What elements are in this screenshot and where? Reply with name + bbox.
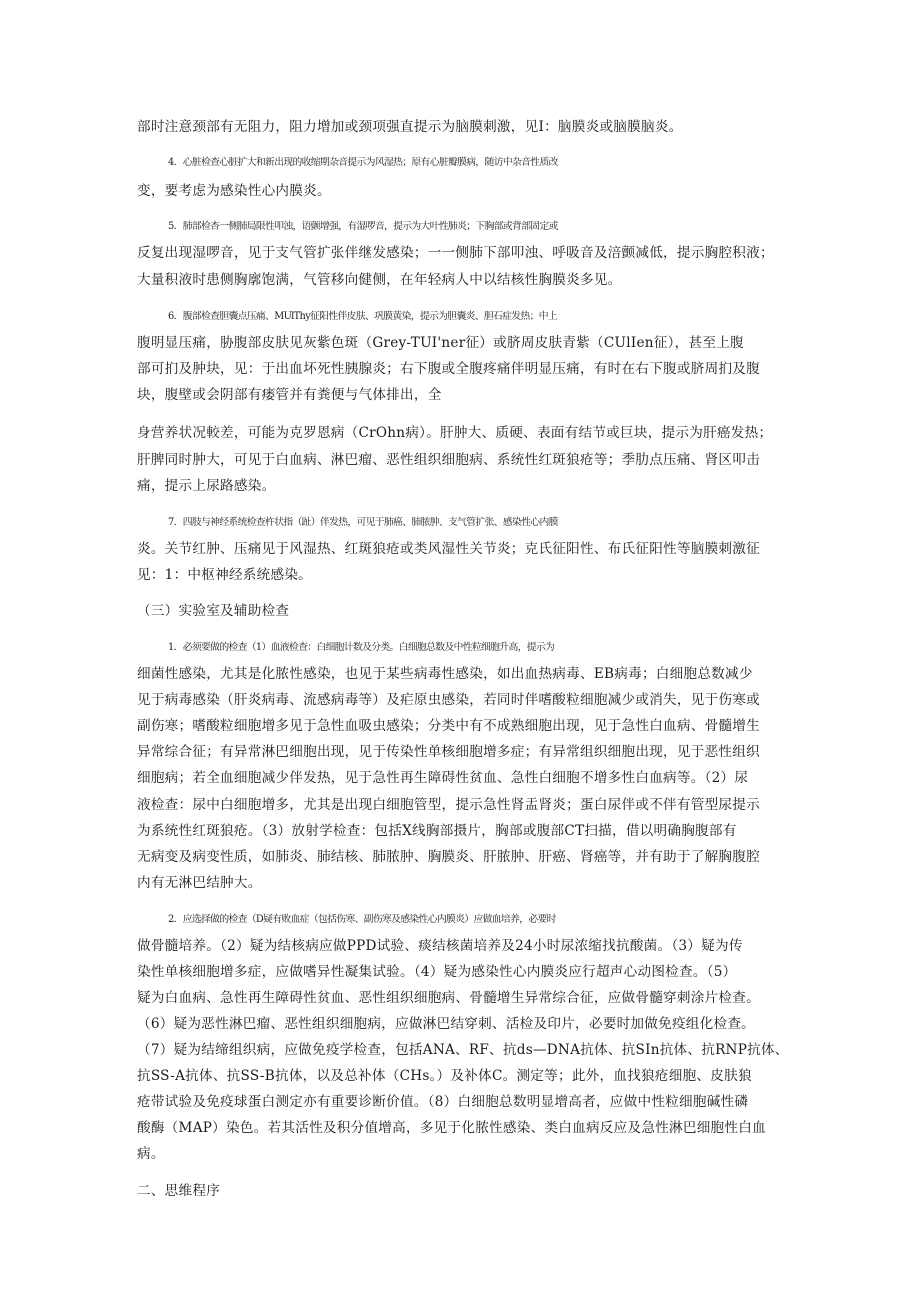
paragraph-line: 肝脾同时肿大，可见于白血病、淋巴瘤、恶性组织细胞病、系统性红斑狼疮等；季肋点压痛、肾区叩击 <box>137 452 760 468</box>
paragraph-line: 痛，提示上尿路感染。 <box>137 478 276 494</box>
paragraph-line: 抗SS-A抗体、抗SS-B抗体，以及总补体（CHs。）及补体C。测定等；此外，血找狼疮细胞、皮肤狼 <box>137 1068 752 1084</box>
paragraph-line: 变，要考虑为感染性心内膜炎。 <box>137 183 331 199</box>
paragraph-line: 大量积液时患侧胸廓饱满，气管移向健侧，在年轻病人中以结核性胸膜炎多见。 <box>137 272 622 288</box>
paragraph-line: 4．心脏检查心脏扩大和新出现的收缩期杂音提示为风湿热；原有心脏瓣膜病，随访中杂音性质改 <box>168 157 558 168</box>
paragraph-line: 液检查：尿中白细胞增多，尤其是出现白细胞管型，提示急性肾盂肾炎；蛋白尿伴或不伴有管型尿提示 <box>137 797 760 813</box>
paragraph-line: 炎。关节红肿、压痛见于风湿热、红斑狼疮或类风湿性关节炎；克氏征阳性、布氏征阳性等脑膜刺激征 <box>137 541 760 557</box>
paragraph-line: （6）疑为恶性淋巴瘤、恶性组织细胞病，应做淋巴结穿刺、活检及印片，必要时加做免疫组化检查。 <box>137 1016 756 1032</box>
paragraph-line: 异常综合征；有异常淋巴细胞出现，见于传染性单核细胞增多症；有异常组织细胞出现，见于恶性组织 <box>137 744 760 760</box>
paragraph-line: 部时注意颈部有无阻力，阻力增加或颈项强直提示为脑膜刺激，见I：脑膜炎或脑膜脑炎。 <box>137 119 683 135</box>
paragraph-line: 身营养状况較差，可能为克罗恩病（CrOhn病）。肝肿大、质硬、表面有结节或巨块，提示为肝癌发热； <box>137 425 773 441</box>
paragraph-line: 5．肺部检杏一侧肺局限性叩浊，语颤增强，有湿啰音，提示为大叶性肺炎；下胸部或背部固定或 <box>168 221 558 232</box>
paragraph-line: 内有无淋巴结肿大。 <box>137 875 262 891</box>
paragraph-line: 块，腹壁或会阴部有瘘管并有粪便与气体排出，全 <box>137 387 442 403</box>
paragraph-line: 染性单核细胞增多症，应做嗜异性凝集试验。（4）疑为感染性心内膜炎应行超声心动图检查。（5） <box>137 964 737 980</box>
paragraph-line: 7．四肢与神经系统检查杵状指（趾）伴发热，可见于肺癌、肺脓肿、支气管扩张、感染性心内膜 <box>168 517 558 528</box>
paragraph-line: （7）疑为结缔组织病，应做免疫学检查，包括ANA、RF、抗ds—DNA抗体、抗SIn抗体、抗RNP抗体、 <box>137 1042 789 1058</box>
paragraph-line: 1．必须要做的检查（1）血液检查：白细胞计数及分类。白细胞总数及中性粒细胞升高，提示为 <box>168 642 555 653</box>
section-heading: （三）实验室及辅助检查 <box>137 603 290 619</box>
paragraph-line: 副伤寒；嗜酸粒细胞增多见于急性血吸虫感染；分类中有不成熟细胞出现，见于急性白血病、骨髓增生 <box>137 718 760 734</box>
paragraph-line: 部可扪及肿块，见：于出血坏死性胰腺炎；右下腹或全腹疼痛伴明显压痛，有时在右下腹或脐周扪及腹 <box>137 361 760 377</box>
paragraph-line: 酸酶（MAP）染色。若其活性及积分值增高，多见于化脓性感染、类白血病反应及急性淋巴细胞性白血 <box>137 1120 766 1136</box>
paragraph-line: 见：1：中枢神经系统感染。 <box>137 567 313 583</box>
paragraph-line: 反复出现湿啰音，见于支气管扩张伴继发感染；一一侧肺下部叩浊、呼吸音及涪颤减低，提示胸腔积液； <box>137 245 774 261</box>
paragraph-line: 无病变及病变性质，如肺炎、肺结核、肺脓肿、胸膜炎、肝脓肿、肝癌、肾癌等，并有助于了解胸腹腔 <box>137 849 760 865</box>
paragraph-line: 病。 <box>137 1146 165 1162</box>
paragraph-line: 2．应选择做的检查（D疑有败血症（包括伤寒、副伤寒及感染性心内膜炎）应做血培养，必要时 <box>168 914 556 925</box>
paragraph-line: 疮带试验及免疫球蛋白测定亦有重要诊断价值。（8）白细胞总数明显增高者，应做中性粒细胞碱性磷 <box>137 1094 749 1110</box>
paragraph-line: 细胞病；若全血细胞减少伴发热，见于急性再生障碍性贫血、急性白细胞不增多性白血病等。（2）尿 <box>137 770 749 786</box>
paragraph-line: 腹明显压痛，胁腹部皮肤见灰紫色斑（Grey-TUI'ner征）或脐周皮肤青紫（CUlIen征），甚至上腹 <box>137 335 744 351</box>
paragraph-line: 做骨髓培养。（2）疑为结核病应做PPD试验、痰结核菌培养及24小时尿浓缩找抗酸菌。（3）疑为传 <box>137 938 743 954</box>
section-heading: 二、思维程序 <box>137 1183 221 1199</box>
paragraph-line: 细菌性感染，尤其是化脓性感染，也见于某些病毒性感染，如出血热病毒、EB病毒；白细胞总数减少 <box>137 666 753 682</box>
paragraph-line: 6．腹部检查胆囊点压痛、MUlThy征阳性伴皮肤、巩膜黄染，提示为胆囊炎、胆石症发热；中上 <box>168 311 558 322</box>
paragraph-line: 疑为白血病、急性再生障碍性贫血、恶性组织细胞病、骨髓增生异常综合征，应做骨髓穿刺涂片检查。 <box>137 990 760 1006</box>
paragraph-line: 见于病毒感染（肝炎病毒、流感病毒等）及疟原虫感染，若同时伴嗜酸粒细胞减少或消失，见于伤寒或 <box>137 692 760 708</box>
paragraph-line: 为系统性红斑狼疮。（3）放射学检查：包括X线胸部摄片，胸部或腹部CT扫描，借以明确胸腹部有 <box>137 823 737 839</box>
